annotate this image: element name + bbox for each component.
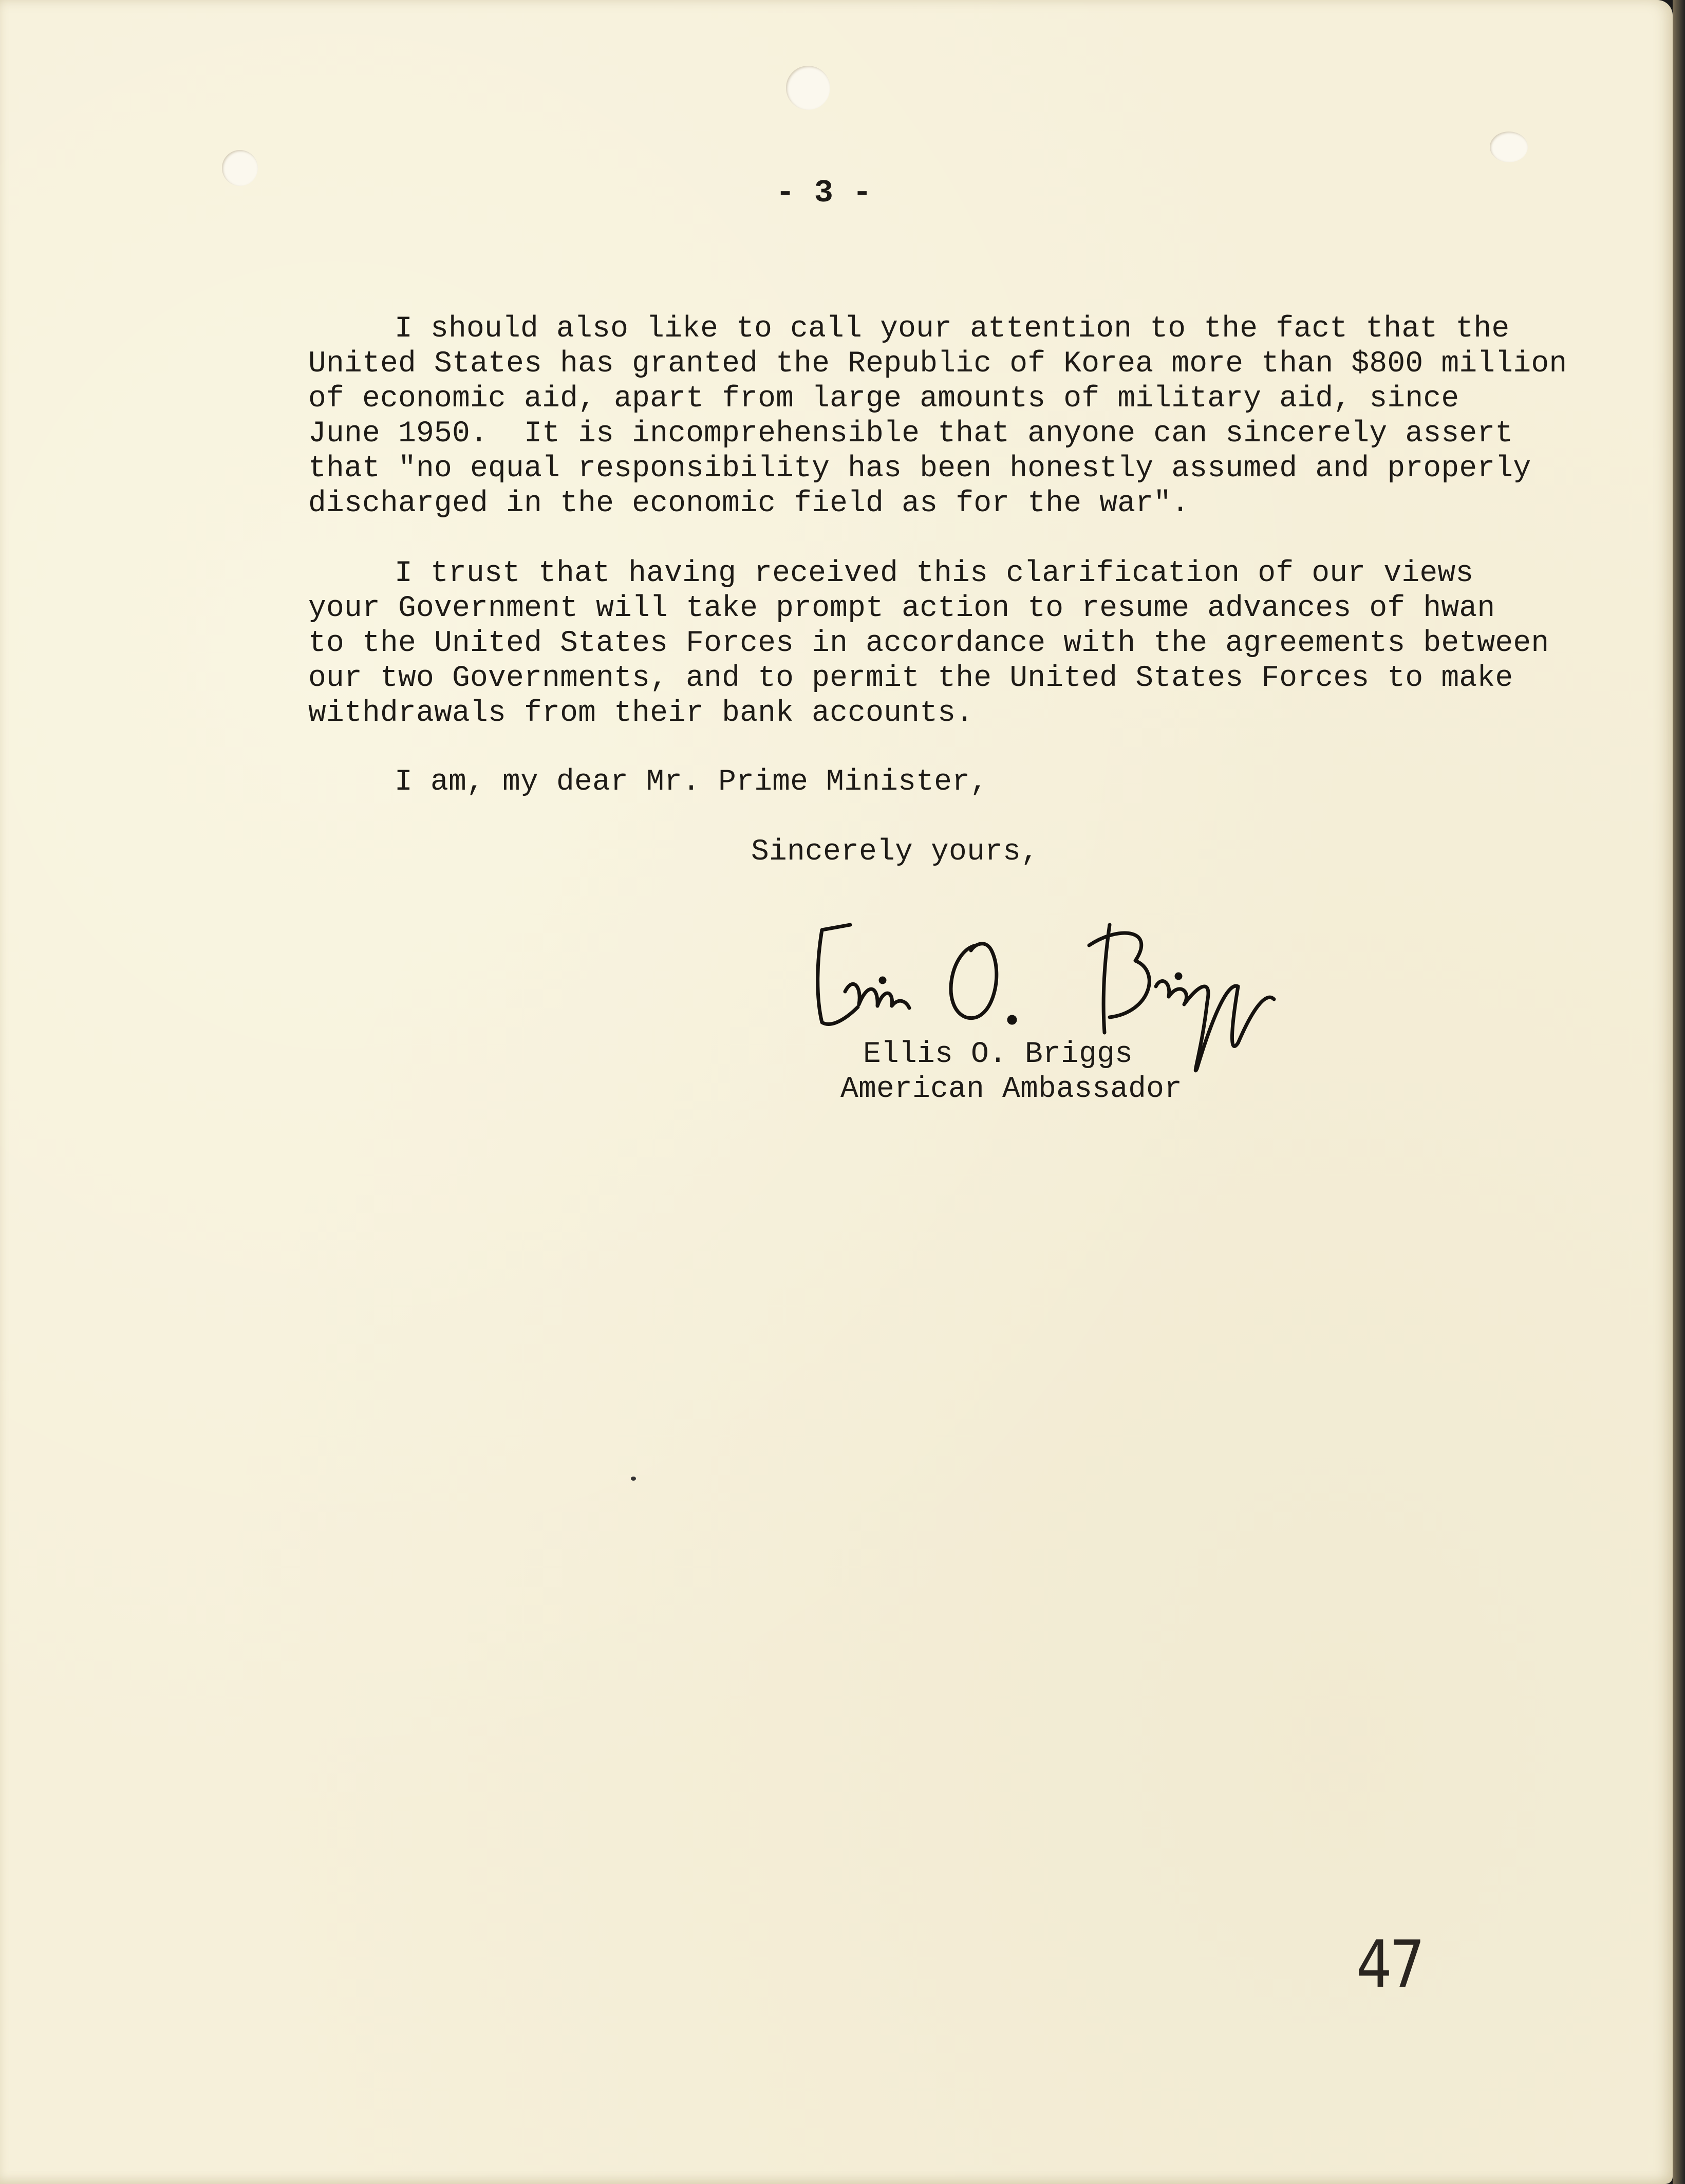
paragraph-1-line-4: June 1950. It is incomprehensible that anyone can sincerely assert bbox=[308, 417, 1513, 451]
valediction: Sincerely yours, bbox=[751, 835, 1039, 869]
paragraph-2-line-1: I trust that having received this clarification of our views bbox=[395, 557, 1474, 590]
paragraph-1-line-2: United States has granted the Republic of Korea more than $800 million bbox=[308, 347, 1567, 381]
punch-hole-left bbox=[222, 150, 258, 186]
paragraph-1-line-3: of economic aid, apart from large amounts of military aid, since bbox=[308, 382, 1459, 416]
paragraph-1-line-5: that "no equal responsibility has been honestly assumed and properly bbox=[308, 452, 1531, 486]
page-number: - 3 - bbox=[776, 175, 872, 211]
punch-hole-center bbox=[786, 66, 830, 110]
paragraph-1-line-1: I should also like to call your attention to the fact that the bbox=[395, 312, 1510, 346]
paragraph-1-line-6: discharged in the economic field as for the war". bbox=[308, 487, 1190, 520]
paragraph-2-line-2: your Government will take prompt action to resume advances of hwan bbox=[308, 592, 1495, 625]
punch-hole-right bbox=[1490, 132, 1528, 162]
paragraph-2-line-5: withdrawals from their bank accounts. bbox=[308, 697, 974, 730]
closing-salutation: I am, my dear Mr. Prime Minister, bbox=[395, 766, 988, 799]
paragraph-2-line-4: our two Governments, and to permit the United States Forces to make bbox=[308, 662, 1513, 695]
handwritten-page-number: 47 bbox=[1356, 1927, 1422, 2003]
page-edge-shadow bbox=[1673, 0, 1685, 2184]
ink-speck bbox=[631, 1477, 636, 1481]
paragraph-2-line-3: to the United States Forces in accordance with the agreements between bbox=[308, 627, 1549, 660]
signer-name: Ellis O. Briggs bbox=[863, 1038, 1133, 1071]
signer-title: American Ambassador bbox=[840, 1073, 1183, 1106]
